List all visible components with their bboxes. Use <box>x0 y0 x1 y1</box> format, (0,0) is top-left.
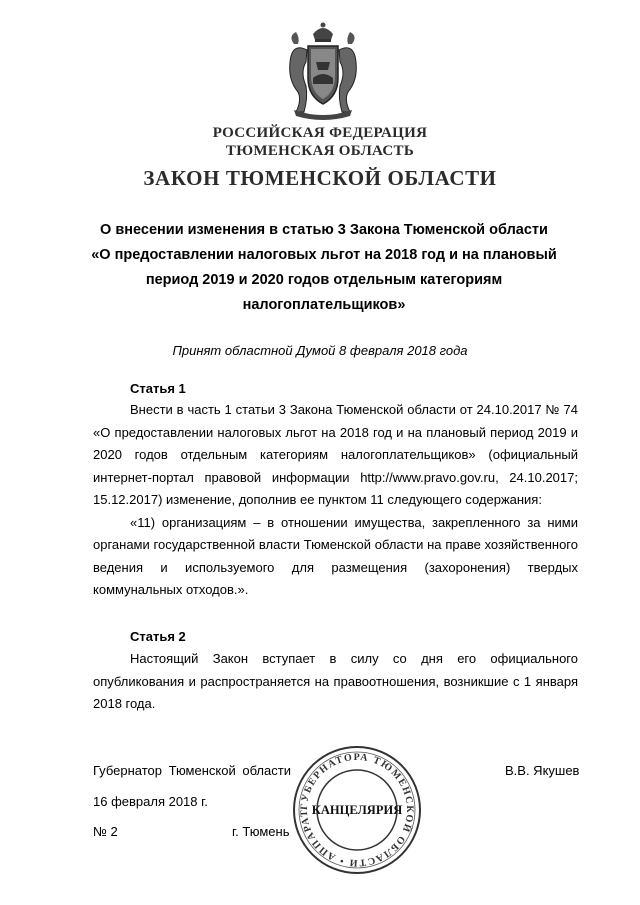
article-1-body <box>93 399 578 602</box>
signer-name: В.В. Якушев <box>505 763 580 778</box>
stamp-center-text: КАНЦЕЛЯРИЯ <box>311 803 403 817</box>
header-region: ТЮМЕНСКАЯ ОБЛАСТЬ <box>225 143 415 159</box>
signing-date: 16 февраля 2018 г. <box>93 794 208 809</box>
law-number: № 2 <box>93 824 118 839</box>
law-title <box>70 218 578 318</box>
signing-city: г. Тюмень <box>232 824 290 839</box>
article-2-body <box>93 648 578 716</box>
signer-position: Губернатор Тюменской области <box>93 763 291 778</box>
article-1-paragraph: Внести в часть 1 статьи 3 Закона Тюменской области от 24.10.2017 № 74 «О предоставлении налоговых льгот на 2018 год и на плановый период 2019 и 2020 годов отдельным категориям налогоплательщиков» (официальный интернет-портал правовой информации http://www.pravo.gov.ru, 24.10.2017; 15.12.2017) изменение, дополнив ее пунктом 11 следующего содержания: <box>93 402 578 507</box>
adoption-note: Принят областной Думой 8 февраля 2018 года <box>172 343 468 358</box>
document-type-title: ЗАКОН ТЮМЕНСКОЙ ОБЛАСТИ <box>143 166 497 190</box>
header-country: РОССИЙСКАЯ ФЕДЕРАЦИЯ <box>212 125 428 141</box>
office-stamp-icon <box>291 744 423 876</box>
law-title-line: О внесении изменения в статью 3 Закона Тюменской области <box>100 222 548 238</box>
stamp-ring-text: ГУБЕРНАТОРА ТЮМЕНСКОЙ ОБЛАСТИ • АППАРАТ <box>298 751 416 869</box>
law-title-line: налогоплательщиков» <box>242 297 406 313</box>
article-2-paragraph: Настоящий Закон вступает в силу со дня его официального опубликования и распространяется на правоотношения, возникшие с 1 января 2018 года. <box>93 651 578 711</box>
coat-of-arms-icon <box>280 20 366 120</box>
article-1-paragraph: «11) организациям – в отношении имущества, закрепленного за ними органами государственной власти Тюменской области на праве хозяйственного ведения и используемого для размещения (захоронения) твердых коммунальных отходов.». <box>93 514 578 597</box>
law-title-line: период 2019 и 2020 годов отдельным категориям <box>145 272 503 288</box>
article-2-heading: Статья 2 <box>130 629 186 644</box>
article-1-heading: Статья 1 <box>130 381 186 396</box>
law-title-line: «О предоставлении налоговых льгот на 2018 год и на плановый <box>91 247 557 263</box>
